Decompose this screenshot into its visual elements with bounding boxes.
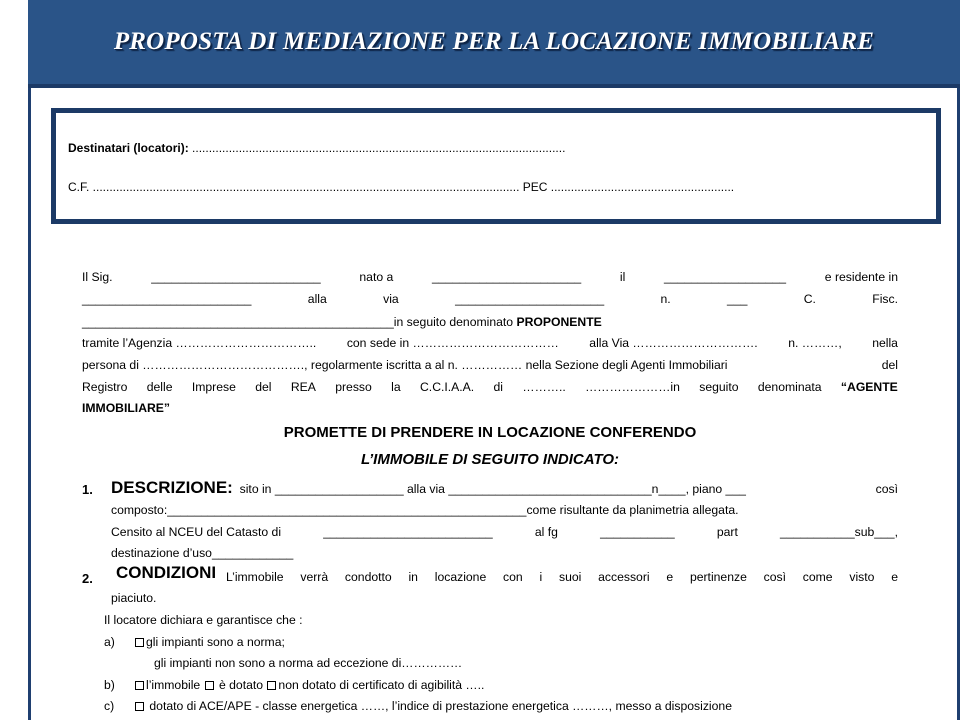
option-text: gli impianti sono a norma; bbox=[146, 635, 285, 649]
proponent-row-4 bbox=[82, 336, 898, 350]
section-2-title-wrap bbox=[116, 563, 217, 582]
checkbox[interactable] bbox=[135, 638, 144, 647]
word: condotto bbox=[344, 570, 392, 584]
section-2-row-1 bbox=[226, 570, 898, 584]
word: suoi bbox=[558, 570, 582, 584]
agent-label: “AGENTE bbox=[840, 380, 898, 394]
checkbox[interactable] bbox=[205, 681, 214, 690]
item-c-label: c) bbox=[104, 699, 115, 713]
agency-seat-field[interactable]: con sede in ……………………………… bbox=[346, 336, 559, 350]
cf-pec-line[interactable]: C.F. ................................................................................................................................ PEC ....................................................... bbox=[68, 180, 735, 194]
text: part bbox=[716, 525, 738, 539]
recipients-label: Destinatari (locatori): bbox=[68, 141, 189, 155]
part-sub-field[interactable]: ___________sub___, bbox=[780, 525, 898, 539]
option-text: l’immobile bbox=[146, 678, 201, 692]
word: come bbox=[802, 570, 833, 584]
text: seguito bbox=[699, 380, 739, 394]
document-title: PROPOSTA DI MEDIAZIONE PER LA LOCAZIONE IMMOBILIARE bbox=[113, 28, 875, 55]
section-2-title: CONDIZIONI bbox=[116, 563, 217, 582]
word: e bbox=[666, 570, 674, 584]
item-a-2[interactable]: gli impianti non sono a norma ad eccezione di…………… bbox=[154, 656, 463, 670]
promise-heading: PROMETTE DI PRENDERE IN LOCAZIONE CONFERENDO bbox=[283, 424, 697, 441]
text: così bbox=[875, 482, 898, 496]
section-2-row-3: Il locatore dichiara e garantisce che : bbox=[104, 613, 303, 627]
proponent-row-6 bbox=[82, 380, 898, 394]
text: il bbox=[619, 270, 626, 284]
proponent-row-2 bbox=[82, 292, 898, 306]
checkbox[interactable] bbox=[135, 702, 144, 711]
text: Registro bbox=[82, 380, 128, 394]
chamber-field[interactable]: ……….. bbox=[522, 380, 566, 394]
word: e bbox=[891, 570, 898, 584]
agency-street-field[interactable]: alla Via …………………………. bbox=[589, 336, 758, 350]
option-text: dotato di ACE/APE - classe energetica ……, l’indice di prestazione energetica ………, messo a disposizione bbox=[149, 699, 732, 713]
name-field[interactable]: _________________________ bbox=[151, 270, 321, 284]
item-a-1 bbox=[134, 635, 285, 649]
text: via bbox=[383, 292, 399, 306]
intended-use-field[interactable]: destinazione d’uso____________ bbox=[111, 546, 294, 560]
text: presso bbox=[335, 380, 372, 394]
text: C.C.I.A.A. bbox=[420, 380, 475, 394]
text: Il Sig. bbox=[82, 270, 113, 284]
agent-person-field[interactable]: persona di …………………………………., regolarmente iscritta a al n. …………… nella Sezione degli Agenti Immobiliari bbox=[82, 358, 728, 372]
recipients-line bbox=[68, 141, 565, 155]
text: in seguito denominato bbox=[393, 315, 517, 329]
word: L’immobile bbox=[226, 570, 284, 584]
text: nato a bbox=[359, 270, 394, 284]
text: n. bbox=[660, 292, 671, 306]
section-1-number: 1. bbox=[82, 482, 93, 497]
item-b bbox=[134, 678, 484, 692]
birthplace-field[interactable]: ______________________ bbox=[432, 270, 582, 284]
item-b-label: b) bbox=[104, 678, 115, 692]
residence-field[interactable]: _________________________ bbox=[82, 292, 252, 306]
text: al fg bbox=[534, 525, 558, 539]
word: così bbox=[763, 570, 786, 584]
agency-field[interactable]: tramite l’Agenzia …………………………….. bbox=[82, 336, 317, 350]
word: i bbox=[539, 570, 543, 584]
word: verrà bbox=[300, 570, 329, 584]
recipients-field[interactable]: ................................................................................................................ bbox=[188, 141, 566, 155]
section-2-number: 2. bbox=[82, 571, 93, 586]
location-fields[interactable]: sito in ___________________ alla via ______________________________n____, piano ___ bbox=[239, 482, 746, 496]
proponent-row-1 bbox=[82, 270, 898, 284]
text: la bbox=[391, 380, 401, 394]
foglio-field[interactable]: ___________ bbox=[600, 525, 675, 539]
section-1-row-2[interactable]: composto:_____________________________________________________come risultante da planimetria allegata. bbox=[111, 503, 739, 517]
item-c bbox=[134, 699, 732, 713]
text: Imprese bbox=[191, 380, 236, 394]
item-a-label: a) bbox=[104, 635, 115, 649]
word: pertinenze bbox=[689, 570, 747, 584]
proponent-row-5 bbox=[82, 358, 898, 372]
text: Fisc. bbox=[872, 292, 898, 306]
text: Censito al NCEU del Catasto di bbox=[111, 525, 282, 539]
text: del bbox=[255, 380, 272, 394]
rea-field[interactable]: …………………in bbox=[585, 380, 680, 394]
fiscal-code-field[interactable]: ______________________________________________ bbox=[82, 315, 394, 329]
street-field[interactable]: ______________________ bbox=[455, 292, 605, 306]
word: in bbox=[408, 570, 418, 584]
text: denominata bbox=[757, 380, 822, 394]
text: delle bbox=[146, 380, 173, 394]
text: nella bbox=[872, 336, 898, 350]
word: con bbox=[503, 570, 523, 584]
text: REA bbox=[290, 380, 316, 394]
text: del bbox=[881, 358, 898, 372]
proponent-label: PROPONENTE bbox=[516, 315, 602, 329]
header-banner bbox=[28, 0, 960, 88]
promise-subheading: L’IMMOBILE DI SEGUITO INDICATO: bbox=[360, 451, 620, 468]
word: visto bbox=[849, 570, 875, 584]
recipients-box bbox=[51, 108, 941, 224]
text: e residente in bbox=[824, 270, 898, 284]
checkbox[interactable] bbox=[135, 681, 144, 690]
section-1-row-3 bbox=[111, 525, 898, 539]
option-text: è dotato bbox=[218, 678, 264, 692]
catasto-field[interactable]: _________________________ bbox=[323, 525, 493, 539]
birthdate-field[interactable]: __________________ bbox=[664, 270, 787, 284]
section-1-row-1 bbox=[111, 478, 898, 498]
text: di bbox=[493, 380, 504, 394]
section-2-row-2: piaciuto. bbox=[111, 591, 157, 605]
text: alla bbox=[307, 292, 327, 306]
word: locazione bbox=[434, 570, 487, 584]
agency-number-field[interactable]: n. ………, bbox=[788, 336, 842, 350]
number-field[interactable]: ___ bbox=[727, 292, 748, 306]
option-text: non dotato di certificato di agibilità ….. bbox=[278, 678, 485, 692]
text: C. bbox=[803, 292, 816, 306]
checkbox[interactable] bbox=[267, 681, 276, 690]
section-1-title: DESCRIZIONE: bbox=[111, 478, 233, 497]
agent-label-cont: IMMOBILIARE” bbox=[82, 401, 171, 415]
word: accessori bbox=[598, 570, 650, 584]
proponent-row-3 bbox=[82, 315, 602, 329]
